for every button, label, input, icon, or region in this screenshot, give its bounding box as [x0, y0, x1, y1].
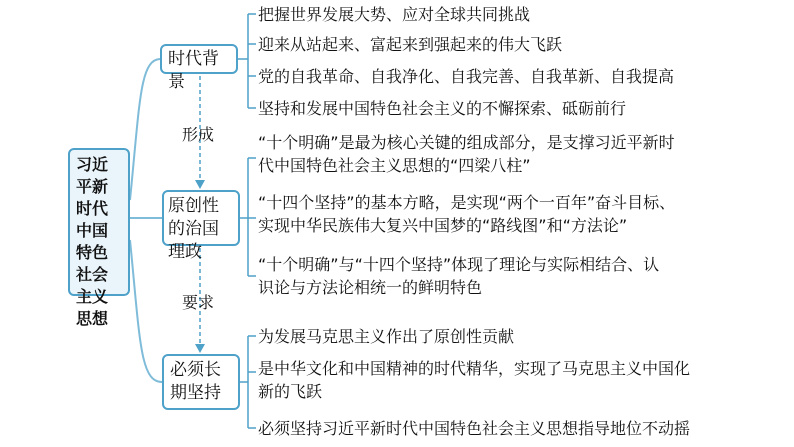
governance-item-1-line-1: “十个明确”是最为核心关键的组成部分，是支撑习近平新时 [258, 133, 675, 152]
governance-item-3-line-1: “十个明确”与“十四个坚持”体现了理论与实际相结合、认 [258, 255, 660, 274]
branch-label-background: 时代背景 [168, 49, 219, 92]
background-item-4: 坚持和发展中国特色社会主义的不懈探索、砥砺前行 [258, 99, 627, 118]
governance-item-3 [258, 253, 659, 299]
arrow-head-2 [195, 344, 205, 353]
branch-label-governance: 原创性的治国理政 [168, 196, 219, 262]
bracket-governance [240, 158, 256, 276]
persist-item-1 [258, 325, 514, 348]
connector-label-form: 形成 [182, 125, 215, 144]
governance-item-3-line-2: 识论与方法论相统一的鲜明特色 [258, 278, 483, 297]
persist-item-2-line-2: 新的飞跃 [258, 382, 323, 401]
root-to-persist-line [130, 240, 162, 382]
background-item-1: 把握世界发展大势、应对全球共同挑战 [258, 5, 531, 24]
branch-label-persist: 必须长期坚持 [170, 360, 221, 403]
root-label: 习近平新时代中国特色社会主义思想 [76, 155, 109, 328]
governance-item-1 [258, 131, 675, 177]
branch-node-background [160, 44, 238, 92]
branch-node-governance [162, 190, 240, 262]
governance-item-2-line-1: “十四个坚持”的基本方略，是实现“两个一百年”奋斗目标、 [258, 193, 676, 212]
governance-item-2 [258, 191, 675, 237]
persist-item-2-line-1: 是中华文化和中国精神的时代精华，实现了马克思主义中国化 [258, 359, 691, 378]
background-item-2: 迎来从站起来、富起来到强起来的伟大飞跃 [258, 35, 563, 54]
background-item-3: 党的自我革命、自我净化、自我完善、自我革新、自我提高 [258, 67, 675, 86]
bracket-persist [240, 336, 256, 428]
branch-node-persist [162, 354, 240, 410]
arrow-head-1 [195, 180, 205, 189]
root-to-background-line [130, 59, 160, 200]
root-node [68, 148, 130, 328]
persist-item-2 [258, 357, 690, 403]
persist-item-1-line-1: 为发展马克思主义作出了原创性贡献 [258, 327, 515, 346]
bracket-background [238, 14, 256, 108]
governance-item-1-line-2: 代中国特色社会主义思想的“四梁八柱” [258, 156, 531, 175]
persist-item-3 [258, 417, 690, 440]
connector-label-require: 要求 [182, 293, 215, 312]
persist-item-3-line-1: 必须坚持习近平新时代中国特色社会主义思想指导地位不动摇 [258, 419, 691, 438]
governance-item-2-line-2: 实现中华民族伟大复兴中国梦的“路线图”和“方法论” [258, 216, 628, 235]
